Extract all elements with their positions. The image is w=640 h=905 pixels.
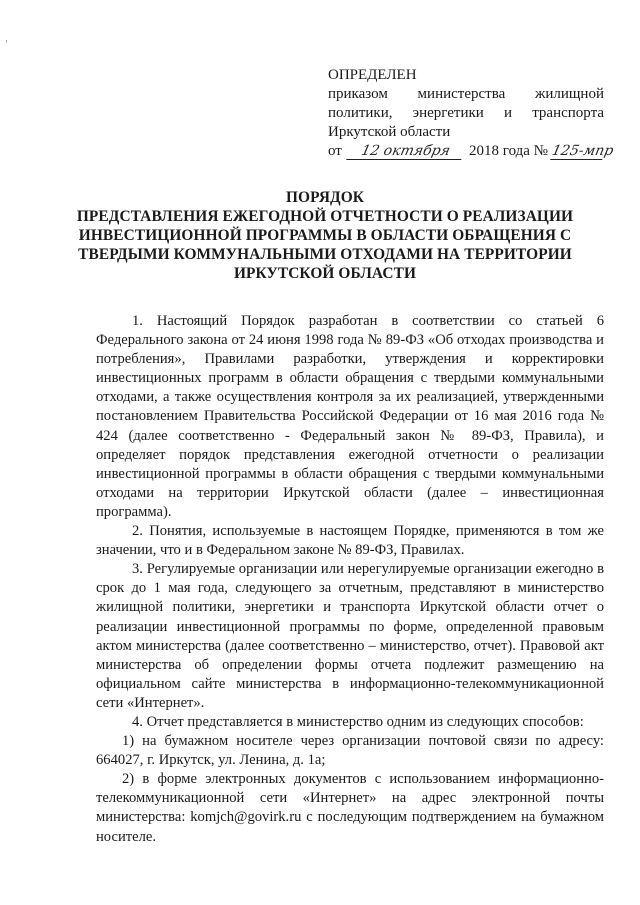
date-prefix: от [328, 143, 342, 159]
approval-word: политики, [328, 105, 393, 121]
approval-heading [328, 66, 604, 85]
paragraph-3: 3. Регулируемые организации или нерегулируемые организации ежегодно в срок до 1 мая года, следующего за отчетным, представляют в министерство жилищной политики, энергетики и транспорта Иркутской области отчет о реализации инвестиционной программы по форме, определенной правовым актом министерства (далее соответственно – министерство, отчет). Правовой акт министерства об определении формы отчета подлежит размещению на официальном сайте министерства в информационно-телекоммуникационной сети «Интернет». [96, 561, 604, 711]
scan-mark [6, 40, 7, 43]
paragraph-4: 4. Отчет представляется в министерство одним из следующих способов: [132, 713, 584, 730]
title-line: ТВЕРДЫМИ КОММУНАЛЬНЫМИ ОТХОДАМИ НА ТЕРРИТОРИИ [78, 246, 572, 263]
document-body [96, 312, 604, 847]
approval-word: энергетики [412, 105, 484, 121]
title-line: ПОРЯДОК [285, 189, 365, 206]
approval-word: транспорта [532, 105, 604, 121]
list-item-1: 1) на бумажном носителе через организации почтовой связи по адресу: 664027, г. Иркутск, ул. Ленина, д. 1а; [96, 733, 604, 769]
title-line: ПРЕДСТАВЛЕНИЯ ЕЖЕГОДНОЙ ОТЧЕТНОСТИ О РЕАЛИЗАЦИИ [76, 208, 574, 225]
approval-line-4 [328, 123, 604, 142]
title-line: ИРКУТСКОЙ ОБЛАСТИ [233, 265, 417, 282]
list-item-2: 2) в форме электронных документов с использованием информационно-телекоммуникационной сети «Интернет» на адрес электронной почты министерства: komjch@govirk.ru с последующим подтверждением на бумажном носителе. [96, 771, 604, 845]
approval-word: жилищной [534, 86, 604, 102]
approval-heading-text: ОПРЕДЕЛЕН [328, 67, 417, 83]
paragraph-2: 2. Понятия, используемые в настоящем Порядке, применяются в том же значении, что и в Федеральном законе № 89-ФЗ, Правилах. [96, 523, 604, 559]
year-text: 2018 года № [469, 143, 548, 159]
approval-line-3 [328, 104, 604, 123]
approval-region: Иркутской области [328, 124, 451, 140]
approval-word: приказом [328, 86, 388, 102]
approval-line-2 [328, 85, 604, 104]
approval-word: и [503, 105, 513, 121]
handwritten-order-number: 125-мпр [550, 143, 615, 159]
document-title [60, 188, 590, 283]
approval-date-line [328, 142, 615, 161]
approval-block [328, 66, 615, 161]
title-line: ИНВЕСТИЦИОННОЙ ПРОГРАММЫ В ОБЛАСТИ ОБРАЩЕНИЯ С [78, 227, 572, 244]
handwritten-date: 12 октября [346, 143, 465, 160]
paragraph-1: 1. Настоящий Порядок разработан в соответствии со статьей 6 Федерального закона от 24 июня 1998 года № 89-ФЗ «Об отходах производства и потребления», Правилами разработки, утверждения и корректировки инвестиционных программ в области обращения с твердыми коммунальными отходами, а также осуществления контроля за их реализацией, утвержденными постановлением Правительства Российской Федерации от 16 мая 2016 года № 424 (далее соответственно - Федеральный закон № 89-ФЗ, Правила), и определяет порядок представления ежегодной отчетности о реализации инвестиционной программы в области обращения с твердыми коммунальными отходами на территории Иркутской области (далее – инвестиционная программа). [96, 313, 604, 520]
approval-word: министерства [417, 86, 506, 102]
